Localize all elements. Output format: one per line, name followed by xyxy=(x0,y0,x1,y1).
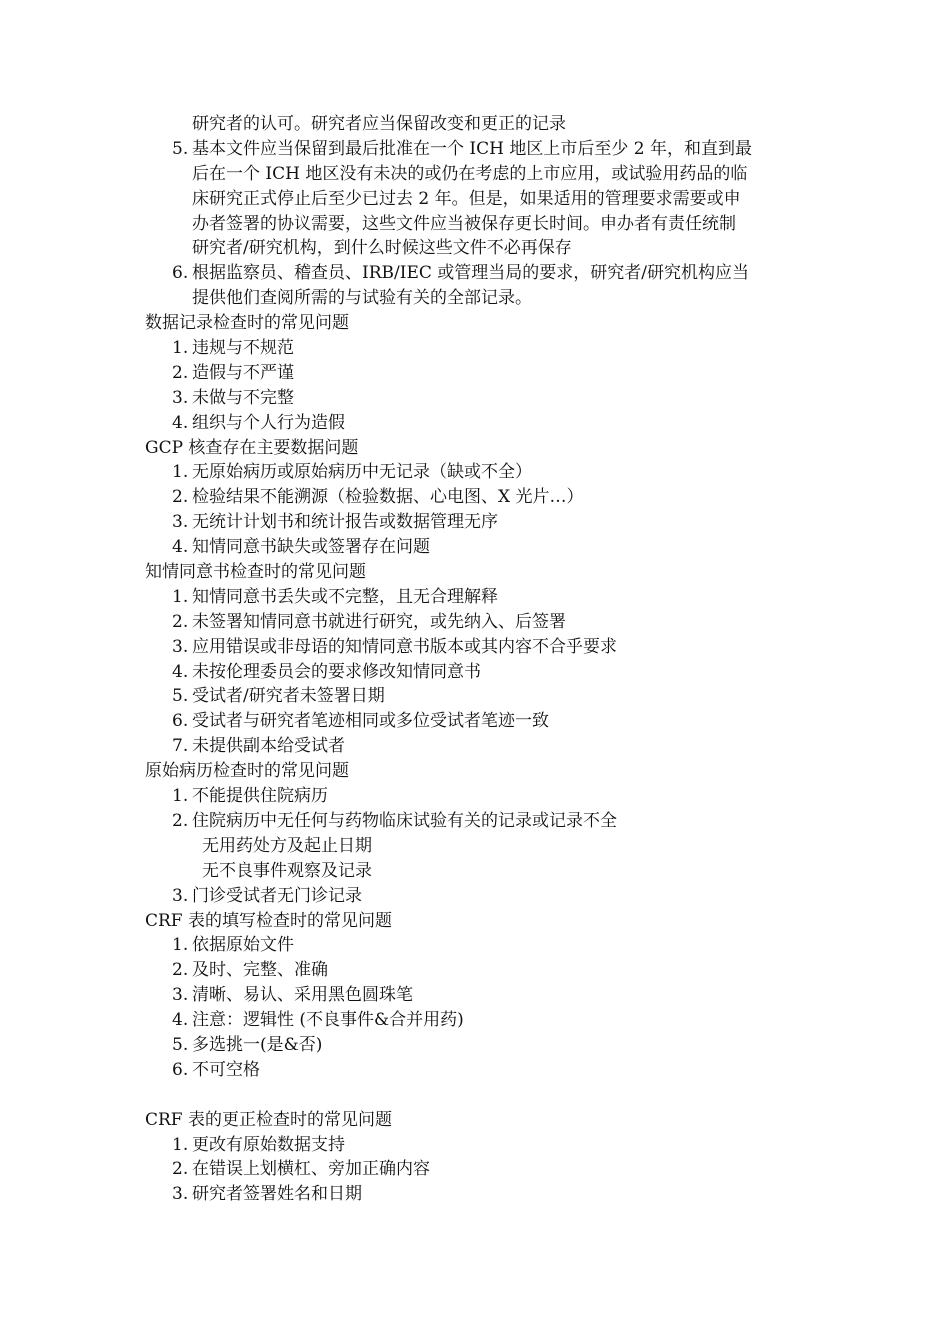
list-item-continuation: 提供他们查阅所需的与试验有关的全部记录。 xyxy=(192,288,532,309)
list-number: 1. xyxy=(172,338,189,359)
list-item xyxy=(0,660,950,685)
list-number: 2. xyxy=(172,1159,189,1180)
list-item xyxy=(0,386,950,411)
list-item xyxy=(0,1008,950,1033)
list-item-text: 受试者与研究者笔迹相同或多位受试者笔迹一致 xyxy=(192,711,549,732)
list-item-text: 知情同意书缺失或签署存在问题 xyxy=(192,537,430,558)
list-item-text: 未做与不完整 xyxy=(192,387,294,408)
list-item-continuation: 研究者/研究机构，到什么时候这些文件不必再保存 xyxy=(192,238,572,259)
list-number: 1. xyxy=(172,1134,189,1155)
list-item xyxy=(0,261,950,286)
list-item-text: 未签署知情同意书就进行研究，或先纳入、后签署 xyxy=(192,611,566,632)
list-number: 3. xyxy=(172,985,189,1006)
list-item xyxy=(0,336,950,361)
list-item-text: 基本文件应当保留到最后批准在一个 ICH 地区上市后至少 2 年，和直到最 xyxy=(192,138,752,159)
list-item xyxy=(0,411,950,436)
list-number: 5. xyxy=(172,138,189,159)
list-item-text: 检验结果不能溯源（检验数据、心电图、X 光片…） xyxy=(192,487,584,508)
list-item-continuation: 办者签署的协议需要，这些文件应当被保存更长时间。申办者有责任统制 xyxy=(192,213,736,234)
list-item xyxy=(0,585,950,610)
list-item xyxy=(0,1157,950,1182)
list-number: 5. xyxy=(172,686,189,707)
list-item xyxy=(0,510,950,535)
list-item xyxy=(0,809,950,834)
list-item-text: 门诊受试者无门诊记录 xyxy=(192,885,362,906)
list-number: 1. xyxy=(172,935,189,956)
list-number: 2. xyxy=(172,960,189,981)
list-item xyxy=(0,983,950,1008)
sub-item: 无不良事件观察及记录 xyxy=(202,860,372,881)
list-number: 5. xyxy=(172,1034,189,1055)
list-item-text: 不可空格 xyxy=(192,1059,260,1080)
list-item xyxy=(0,485,950,510)
list-number: 2. xyxy=(172,810,189,831)
list-item-text: 受试者/研究者未签署日期 xyxy=(192,686,385,707)
list-item xyxy=(0,684,950,709)
list-item xyxy=(0,709,950,734)
section-heading: 知情同意书检查时的常见问题 xyxy=(145,562,366,583)
list-item xyxy=(0,933,950,958)
list-item-text: 依据原始文件 xyxy=(192,935,294,956)
list-item-text: 在错误上划横杠、旁加正确内容 xyxy=(192,1159,430,1180)
list-item-text: 无统计计划书和统计报告或数据管理无序 xyxy=(192,512,498,533)
list-number: 2. xyxy=(172,362,189,383)
list-number: 3. xyxy=(172,1184,189,1205)
list-number: 6. xyxy=(172,1059,189,1080)
list-number: 4. xyxy=(172,661,189,682)
list-item xyxy=(0,610,950,635)
list-number: 1. xyxy=(172,586,189,607)
list-item-text: 住院病历中无任何与药物临床试验有关的记录或记录不全 xyxy=(192,810,617,831)
list-number: 4. xyxy=(172,537,189,558)
list-number: 2. xyxy=(172,487,189,508)
list-item xyxy=(0,1182,950,1207)
continuation-line: 研究者的认可。研究者应当保留改变和更正的记录 xyxy=(192,114,566,134)
list-item-text: 及时、完整、准确 xyxy=(192,960,328,981)
section-heading: CRF 表的更正检查时的常见问题 xyxy=(145,1109,393,1130)
list-item-text: 多选挑一(是&否) xyxy=(192,1034,323,1055)
list-item xyxy=(0,535,950,560)
list-item-text: 未提供副本给受试者 xyxy=(192,736,345,757)
blank-line xyxy=(0,1083,950,1108)
list-item-text: 清晰、易认、采用黑色圆珠笔 xyxy=(192,985,413,1006)
list-item-text: 知情同意书丢失或不完整，且无合理解释 xyxy=(192,586,498,607)
list-number: 6. xyxy=(172,263,189,284)
section-heading: CRF 表的填写检查时的常见问题 xyxy=(145,910,393,931)
list-number: 4. xyxy=(172,1010,189,1031)
list-number: 3. xyxy=(172,387,189,408)
list-number: 3. xyxy=(172,885,189,906)
list-item xyxy=(0,784,950,809)
list-item-text: 无原始病历或原始病历中无记录（缺或不全） xyxy=(192,462,532,483)
list-item xyxy=(0,1058,950,1083)
list-item-text: 根据监察员、稽查员、IRB/IEC 或管理当局的要求，研究者/研究机构应当 xyxy=(192,263,749,284)
list-item xyxy=(0,460,950,485)
list-item xyxy=(0,635,950,660)
list-number: 6. xyxy=(172,711,189,732)
list-item xyxy=(0,734,950,759)
list-item-text: 应用错误或非母语的知情同意书版本或其内容不合乎要求 xyxy=(192,636,617,657)
list-item xyxy=(0,1133,950,1158)
sub-item: 无用药处方及起止日期 xyxy=(202,835,372,856)
section-heading: 数据记录检查时的常见问题 xyxy=(145,313,349,334)
list-item-text: 研究者签署姓名和日期 xyxy=(192,1184,362,1205)
list-number: 7. xyxy=(172,736,189,757)
list-item-text: 未按伦理委员会的要求修改知情同意书 xyxy=(192,661,481,682)
list-item xyxy=(0,884,950,909)
list-item-text: 更改有原始数据支持 xyxy=(192,1134,345,1155)
section-heading: 原始病历检查时的常见问题 xyxy=(145,761,349,782)
list-item xyxy=(0,1033,950,1058)
list-item-text: 造假与不严谨 xyxy=(192,362,294,383)
list-number: 3. xyxy=(172,636,189,657)
list-item-text: 组织与个人行为造假 xyxy=(192,412,345,433)
list-item-continuation: 后在一个 ICH 地区没有未决的或仍在考虑的上市应用，或试验用药品的临 xyxy=(192,163,748,184)
section-heading: GCP 核查存在主要数据问题 xyxy=(145,437,359,458)
list-number: 1. xyxy=(172,786,189,807)
list-number: 1. xyxy=(172,462,189,483)
list-item-text: 不能提供住院病历 xyxy=(192,786,328,807)
list-item xyxy=(0,361,950,386)
list-number: 2. xyxy=(172,611,189,632)
list-number: 4. xyxy=(172,412,189,433)
document-body xyxy=(0,112,950,1207)
list-number: 3. xyxy=(172,512,189,533)
list-item xyxy=(0,137,950,162)
list-item-text: 违规与不规范 xyxy=(192,338,294,359)
list-item-continuation: 床研究正式停止后至少已过去 2 年。但是，如果适用的管理要求需要或申 xyxy=(192,188,741,209)
list-item xyxy=(0,958,950,983)
list-item-text: 注意：逻辑性 (不良事件&合并用药) xyxy=(192,1010,464,1031)
